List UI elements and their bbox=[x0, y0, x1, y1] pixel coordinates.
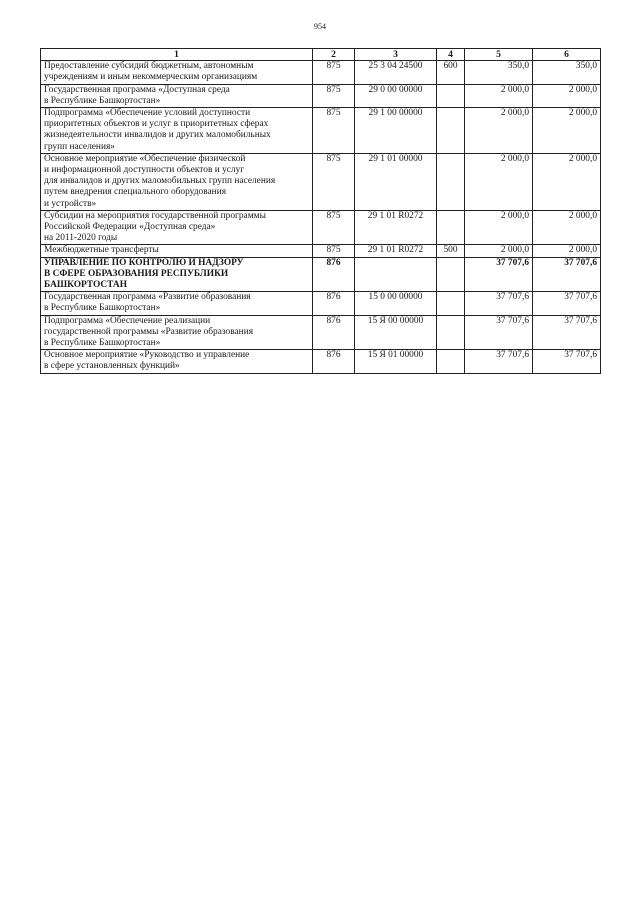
row-name-line: учреждениям и иным некоммерческим организациям bbox=[44, 72, 258, 83]
table-row bbox=[41, 153, 601, 210]
amount-cell-col5: 350,0 bbox=[465, 61, 533, 84]
row-name-cell bbox=[41, 153, 313, 210]
amount-cell-col5: 37 707,6 bbox=[465, 292, 533, 315]
row-name-line: Субсидии на мероприятия государственной программы bbox=[44, 210, 266, 221]
row-name-line: в Республике Башкортостан» bbox=[44, 338, 161, 349]
table-row bbox=[41, 84, 601, 107]
expense-type-cell bbox=[437, 108, 465, 154]
row-name-cell bbox=[41, 257, 313, 292]
row-name-line: путем внедрения специального оборудования bbox=[44, 187, 227, 198]
column-header: 3 bbox=[355, 49, 437, 61]
table-row bbox=[41, 61, 601, 84]
amount-cell-col5: 2 000,0 bbox=[465, 108, 533, 154]
row-name-line: Предоставление субсидий бюджетным, автономным bbox=[44, 61, 254, 72]
row-name-line: Подпрограмма «Обеспечение реализации bbox=[44, 315, 211, 326]
agency-code-cell: 875 bbox=[313, 245, 355, 257]
row-name-line: Подпрограмма «Обеспечение условий доступности bbox=[44, 108, 251, 119]
expense-type-cell bbox=[437, 210, 465, 245]
amount-cell-col6: 2 000,0 bbox=[533, 153, 601, 210]
row-name-line: жизнедеятельности инвалидов и других маломобильных bbox=[44, 130, 271, 141]
table-row bbox=[41, 257, 601, 292]
agency-code-cell: 875 bbox=[313, 210, 355, 245]
column-header: 1 bbox=[41, 49, 313, 61]
agency-code-cell: 875 bbox=[313, 108, 355, 154]
table-row bbox=[41, 210, 601, 245]
row-name-line: Государственная программа «Развитие образования bbox=[44, 292, 251, 303]
row-name-line: на 2011-2020 годы bbox=[44, 233, 118, 244]
amount-cell-col6: 37 707,6 bbox=[533, 350, 601, 373]
agency-code-cell: 875 bbox=[313, 84, 355, 107]
row-name-line: Основное мероприятие «Руководство и управление bbox=[44, 350, 250, 361]
expense-type-cell bbox=[437, 350, 465, 373]
target-code-cell: 25 3 04 24500 bbox=[355, 61, 437, 84]
amount-cell-col5: 37 707,6 bbox=[465, 315, 533, 350]
table-row bbox=[41, 315, 601, 350]
row-name-line: и информационной доступности объектов и услуг bbox=[44, 165, 245, 176]
row-name-line: государственной программы «Развитие образования bbox=[44, 326, 254, 337]
table-row bbox=[41, 350, 601, 373]
amount-cell-col6: 37 707,6 bbox=[533, 292, 601, 315]
page-number: 954 bbox=[314, 22, 326, 31]
row-name-cell bbox=[41, 210, 313, 245]
agency-code-cell: 876 bbox=[313, 257, 355, 292]
budget-table bbox=[40, 48, 601, 374]
target-code-cell: 29 1 01 00000 bbox=[355, 153, 437, 210]
row-name-line: и устройств» bbox=[44, 198, 97, 209]
target-code-cell: 29 0 00 00000 bbox=[355, 84, 437, 107]
target-code-cell bbox=[355, 257, 437, 292]
row-name-line: БАШКОРТОСТАН bbox=[44, 280, 127, 291]
target-code-cell: 15 0 00 00000 bbox=[355, 292, 437, 315]
row-name-line: УПРАВЛЕНИЕ ПО КОНТРОЛЮ И НАДЗОРУ bbox=[44, 257, 244, 268]
amount-cell-col6: 2 000,0 bbox=[533, 108, 601, 154]
amount-cell-col5: 37 707,6 bbox=[465, 350, 533, 373]
target-code-cell: 15 Я 00 00000 bbox=[355, 315, 437, 350]
amount-cell-col6: 37 707,6 bbox=[533, 257, 601, 292]
table-header-row bbox=[41, 49, 601, 61]
expense-type-cell bbox=[437, 257, 465, 292]
amount-cell-col6: 2 000,0 bbox=[533, 245, 601, 257]
agency-code-cell: 876 bbox=[313, 350, 355, 373]
table-row bbox=[41, 108, 601, 154]
amount-cell-col6: 2 000,0 bbox=[533, 84, 601, 107]
row-name-cell bbox=[41, 61, 313, 84]
row-name-line: в сфере установленных функций» bbox=[44, 361, 180, 372]
agency-code-cell: 875 bbox=[313, 61, 355, 84]
amount-cell-col5: 2 000,0 bbox=[465, 245, 533, 257]
agency-code-cell: 875 bbox=[313, 153, 355, 210]
column-header: 4 bbox=[437, 49, 465, 61]
amount-cell-col6: 2 000,0 bbox=[533, 210, 601, 245]
expense-type-cell: 600 bbox=[437, 61, 465, 84]
row-name-line: в Республике Башкортостан» bbox=[44, 303, 161, 314]
row-name-cell bbox=[41, 245, 313, 257]
table-row bbox=[41, 292, 601, 315]
amount-cell-col5: 37 707,6 bbox=[465, 257, 533, 292]
amount-cell-col5: 2 000,0 bbox=[465, 84, 533, 107]
expense-type-cell: 500 bbox=[437, 245, 465, 257]
target-code-cell: 15 Я 01 00000 bbox=[355, 350, 437, 373]
column-header: 5 bbox=[465, 49, 533, 61]
column-header: 6 bbox=[533, 49, 601, 61]
row-name-line: Межбюджетные трансферты bbox=[44, 245, 159, 256]
amount-cell-col5: 2 000,0 bbox=[465, 210, 533, 245]
agency-code-cell: 876 bbox=[313, 315, 355, 350]
expense-type-cell bbox=[437, 153, 465, 210]
row-name-line: приоритетных объектов и услуг в приоритетных сферах bbox=[44, 119, 269, 130]
agency-code-cell: 876 bbox=[313, 292, 355, 315]
row-name-line: В СФЕРЕ ОБРАЗОВАНИЯ РЕСПУБЛИКИ bbox=[44, 268, 229, 279]
target-code-cell: 29 1 01 R0272 bbox=[355, 210, 437, 245]
row-name-line: Основное мероприятие «Обеспечение физической bbox=[44, 153, 246, 164]
row-name-line: Государственная программа «Доступная среда bbox=[44, 84, 230, 95]
row-name-cell bbox=[41, 84, 313, 107]
expense-type-cell bbox=[437, 292, 465, 315]
table-row bbox=[41, 245, 601, 257]
row-name-line: групп населения» bbox=[44, 141, 115, 152]
row-name-cell bbox=[41, 315, 313, 350]
expense-type-cell bbox=[437, 315, 465, 350]
column-header: 2 bbox=[313, 49, 355, 61]
row-name-line: для инвалидов и других маломобильных групп населения bbox=[44, 176, 276, 187]
row-name-cell bbox=[41, 292, 313, 315]
expense-type-cell bbox=[437, 84, 465, 107]
row-name-cell bbox=[41, 350, 313, 373]
row-name-line: в Республике Башкортостан» bbox=[44, 95, 161, 106]
amount-cell-col5: 2 000,0 bbox=[465, 153, 533, 210]
target-code-cell: 29 1 00 00000 bbox=[355, 108, 437, 154]
row-name-line: Российской Федерации «Доступная среда» bbox=[44, 222, 216, 233]
amount-cell-col6: 350,0 bbox=[533, 61, 601, 84]
row-name-cell bbox=[41, 108, 313, 154]
table-body bbox=[41, 61, 601, 373]
amount-cell-col6: 37 707,6 bbox=[533, 315, 601, 350]
target-code-cell: 29 1 01 R0272 bbox=[355, 245, 437, 257]
